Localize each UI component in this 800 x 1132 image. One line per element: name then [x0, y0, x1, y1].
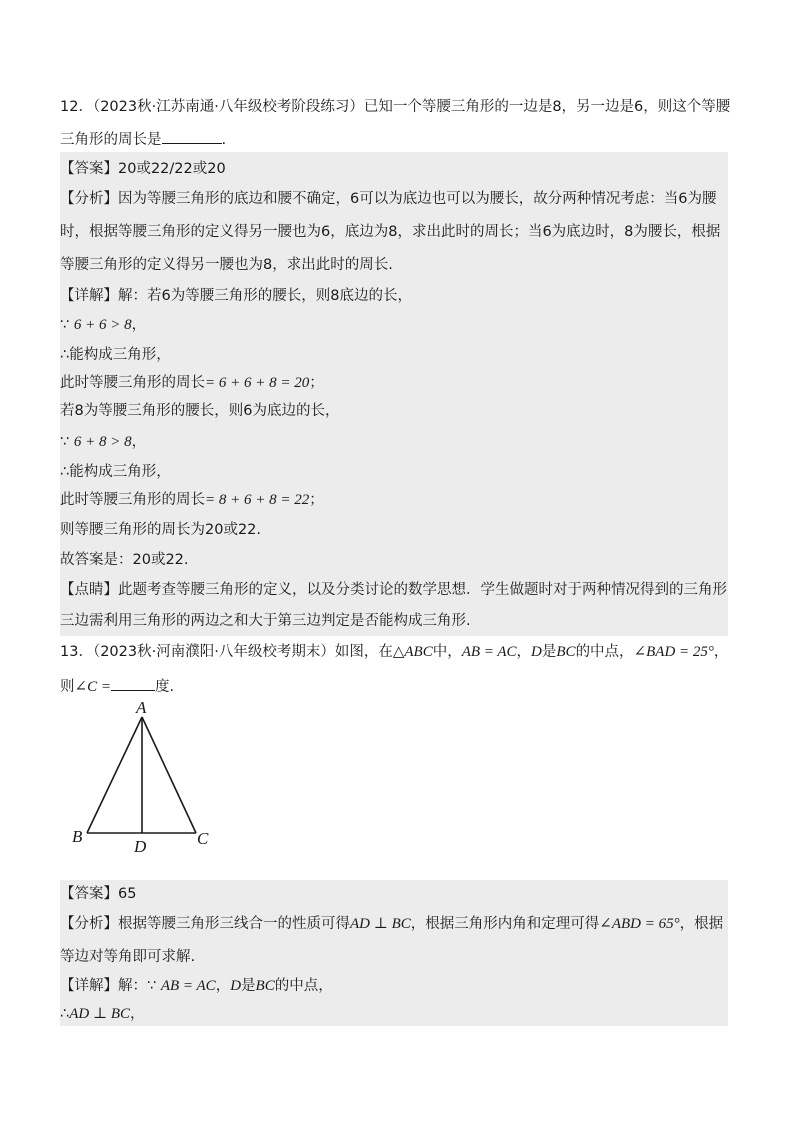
q12-step3: 此时等腰三角形的周长= 6 + 6 + 8 = 20；	[60, 375, 324, 391]
analysis-tag: 【分析】	[60, 916, 118, 932]
q12-step1: ∵ 6 + 6 > 8，	[60, 317, 147, 333]
q12-step7: 此时等腰三角形的周长= 8 + 6 + 8 = 22；	[60, 492, 324, 508]
q12-comment-line2: 三边需利用三角形的两边之和大于第三边判定是否能构成三角形.	[60, 613, 471, 629]
triangle-figure	[60, 695, 240, 855]
q12-stem-line2: 三角形的周长是 .	[60, 129, 226, 150]
inequality: 6 + 6 > 8	[73, 317, 132, 333]
label-d: D	[134, 837, 147, 855]
q12-analysis-line3: 等腰三角形的定义得另一腰也为8，求出此时的周长.	[60, 257, 393, 273]
q13-detail-line2: ∴AD ⊥ BC，	[60, 1006, 145, 1022]
q12-stem-text2: 三角形的周长是	[60, 132, 162, 148]
q12-answer-blank	[162, 129, 222, 144]
answer-tag: 【答案】	[60, 161, 118, 177]
q13-stem-line2: 则∠C = 度.	[60, 676, 174, 697]
q12-source: （2023秋·江苏南通·八年级校考阶段练习）	[92, 99, 364, 115]
q13-answer-blank	[111, 676, 155, 691]
q13-source: （2023秋·河南濮阳·八年级校考期末）	[92, 644, 335, 660]
q12-analysis-line2: 时，根据等腰三角形的定义得另一腰也为6，底边为8，求出此时的周长；当6为底边时，8为腰长，根据	[60, 224, 721, 240]
q12-step4: 若8为等腰三角形的腰长，则6为底边的长，	[60, 403, 340, 419]
answer-value: 20或22/22或20	[118, 161, 226, 177]
answer-value: 65	[118, 886, 137, 902]
q12-conclusion1: 则等腰三角形的周长为20或22.	[60, 522, 262, 538]
q13-analysis-line2: 等边对等角即可求解.	[60, 949, 196, 965]
q12-comment-line1: 【点睛】此题考查等腰三角形的定义，以及分类讨论的数学思想．学生做题时对于两种情况得到的三角形	[60, 582, 727, 598]
q12-analysis-line1: 【分析】因为等腰三角形的底边和腰不确定，6可以为底边也可以为腰长，故分两种情况考虑：当6为腰	[60, 191, 717, 207]
q12-detail-intro: 【详解】解：若6为等腰三角形的腰长，则8底边的长，	[60, 288, 412, 304]
q13-answer	[60, 884, 136, 904]
label-b: B	[72, 827, 83, 846]
q13-number: 13．	[60, 644, 93, 660]
q12-step6: ∴能构成三角形，	[60, 464, 171, 480]
label-a: A	[136, 698, 147, 717]
comment-tag: 【点睛】	[60, 582, 118, 598]
inequality: 6 + 8 > 8	[73, 434, 132, 450]
perimeter-equation: = 6 + 6 + 8 = 20	[205, 375, 310, 391]
side-ac	[142, 717, 196, 833]
perimeter-equation: = 8 + 6 + 8 = 22	[205, 492, 310, 508]
q13-analysis-line1: 【分析】根据等腰三角形三线合一的性质可得AD ⊥ BC，根据三角形内角和定理可得∠ABD = 65°，根据	[60, 916, 724, 932]
answer-tag: 【答案】	[60, 886, 118, 902]
q12-conclusion2: 故答案是：20或22.	[60, 552, 189, 568]
detail-tag: 【详解】	[60, 978, 118, 994]
side-ab	[87, 717, 142, 833]
q13-stem-line1: 13．（2023秋·河南濮阳·八年级校考期末）如图，在△ABC中，AB = AC，D是BC的中点，∠BAD = 25°，	[60, 644, 729, 660]
analysis-tag: 【分析】	[60, 191, 118, 207]
q12-step5: ∵ 6 + 8 > 8，	[60, 434, 147, 450]
q12-step2: ∴能构成三角形，	[60, 347, 171, 363]
q12-stem-text: 已知一个等腰三角形的一边是8，另一边是6，则这个等腰	[363, 99, 731, 115]
detail-tag: 【详解】	[60, 288, 118, 304]
q13-detail-line1: 【详解】解：∵ AB = AC，D是BC的中点，	[60, 978, 333, 994]
q12-answer	[60, 159, 226, 179]
q12-number: 12．	[60, 99, 93, 115]
q12-stem-line1	[60, 97, 730, 117]
label-c: C	[197, 829, 209, 848]
